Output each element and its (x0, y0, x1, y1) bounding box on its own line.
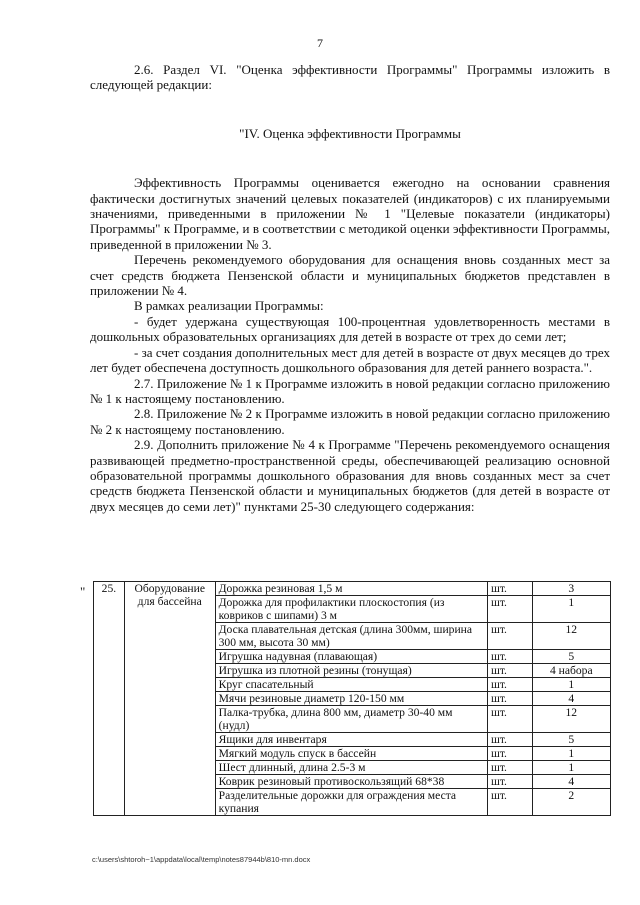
paragraph-program-scope: В рамках реализации Программы: (134, 298, 324, 314)
page-number: 7 (317, 36, 323, 50)
paragraph-efficiency: Эффективность Программы оценивается ежегодно на основании сравнения фактически достигнутых значений целевых показателей (индикаторов) с их планируемыми значениями, приведенными в приложении № 1 "Целевые показатели (индикаторы) Программы" к Программе, и в соответствии с методикой оценки эффективности Программы, приведенной в приложении № 3. (90, 175, 610, 252)
quantity-cell: 1 (532, 761, 610, 775)
quantity-cell: 5 (532, 733, 610, 747)
section-heading: "IV. Оценка эффективности Программы (239, 125, 461, 141)
item-name-cell: Коврик резиновый противоскользящий 68*38 (215, 775, 487, 789)
item-name-cell: Дорожка для профилактики плоскостопия (из ковриков с шипами) 3 м (215, 596, 487, 623)
item-name-cell: Игрушка надувная (плавающая) (215, 650, 487, 664)
paragraph-2-8: 2.8. Приложение № 2 к Программе изложить в новой редакции согласно приложению № 2 к настоящему постановлению. (90, 406, 610, 437)
table-row (94, 582, 611, 596)
footer-file-path: c:\users\shtoroh~1\appdata\local\temp\notes87944b\810-mn.docx (92, 855, 311, 864)
item-name-cell: Мягкий модуль спуск в бассейн (215, 747, 487, 761)
paragraph-2-7: 2.7. Приложение № 1 к Программе изложить в новой редакции согласно приложению № 1 к настоящему постановлению. (90, 375, 610, 406)
item-name-cell: Доска плавательная детская (длина 300мм, ширина 300 мм, высота 30 мм) (215, 623, 487, 650)
unit-cell: шт. (487, 664, 532, 678)
quantity-cell: 3 (532, 582, 610, 596)
unit-cell: шт. (487, 678, 532, 692)
unit-cell: шт. (487, 582, 532, 596)
paragraph-equipment-list: Перечень рекомендуемого оборудования для оснащения вновь созданных мест за счет средств бюджета Пензенской области и муниципальных бюджетов представлен в приложении № 4. (90, 252, 610, 299)
row-number-cell: 25. (94, 582, 125, 816)
quantity-cell: 4 (532, 692, 610, 706)
paragraph-bullet-2: - за счет создания дополнительных мест для детей в возрасте от двух месяцев до трех лет будет обеспечена доступность дошкольного образования для детей раннего возраста.". (90, 344, 610, 376)
unit-cell: шт. (487, 623, 532, 650)
unit-cell: шт. (487, 789, 532, 816)
item-name-cell: Дорожка резиновая 1,5 м (215, 582, 487, 596)
item-name-cell: Круг спасательный (215, 678, 487, 692)
item-name-cell: Мячи резиновые диаметр 120-150 мм (215, 692, 487, 706)
unit-cell: шт. (487, 775, 532, 789)
item-name-cell: Палка-трубка, длина 800 мм, диаметр 30-40 мм (нудл) (215, 706, 487, 733)
unit-cell: шт. (487, 747, 532, 761)
paragraph-2-9: 2.9. Дополнить приложение № 4 к Программе "Перечень рекомендуемого оснащения развивающей предметно-пространственной среды, обеспечивающей реализацию основной образовательной программы дошкольного образования для вновь созданных мест за счет средств бюджета Пензенской области и муниципальных бюджетов (для детей в возрасте от двух месяцев до семи лет)" пунктами 25-30 следующего содержания: (90, 437, 610, 514)
quantity-cell: 2 (532, 789, 610, 816)
document-body (90, 62, 610, 514)
unit-cell: шт. (487, 733, 532, 747)
item-name-cell: Ящики для инвентаря (215, 733, 487, 747)
quantity-cell: 12 (532, 623, 610, 650)
quantity-cell: 4 набора (532, 664, 610, 678)
table-open-quote: " (80, 584, 86, 599)
quantity-cell: 5 (532, 650, 610, 664)
quantity-cell: 1 (532, 596, 610, 623)
item-name-cell: Игрушка из плотной резины (тонущая) (215, 664, 487, 678)
equipment-table (93, 581, 611, 816)
item-name-cell: Шест длинный, длина 2.5-3 м (215, 761, 487, 775)
paragraph-bullet-1: - будет удержана существующая 100-процентная удовлетворенность местами в дошкольных образовательных организациях для детей в возрасте от трех до семи лет; (90, 313, 610, 345)
unit-cell: шт. (487, 692, 532, 706)
category-cell: Оборудование для бассейна (124, 582, 215, 816)
item-name-cell: Разделительные дорожки для ограждения места купания (215, 789, 487, 816)
quantity-cell: 4 (532, 775, 610, 789)
unit-cell: шт. (487, 761, 532, 775)
unit-cell: шт. (487, 706, 532, 733)
paragraph-2-6: 2.6. Раздел VI. "Оценка эффективности Программы" Программы изложить в следующей редакции: (90, 62, 610, 93)
quantity-cell: 1 (532, 678, 610, 692)
unit-cell: шт. (487, 596, 532, 623)
unit-cell: шт. (487, 650, 532, 664)
quantity-cell: 12 (532, 706, 610, 733)
quantity-cell: 1 (532, 747, 610, 761)
